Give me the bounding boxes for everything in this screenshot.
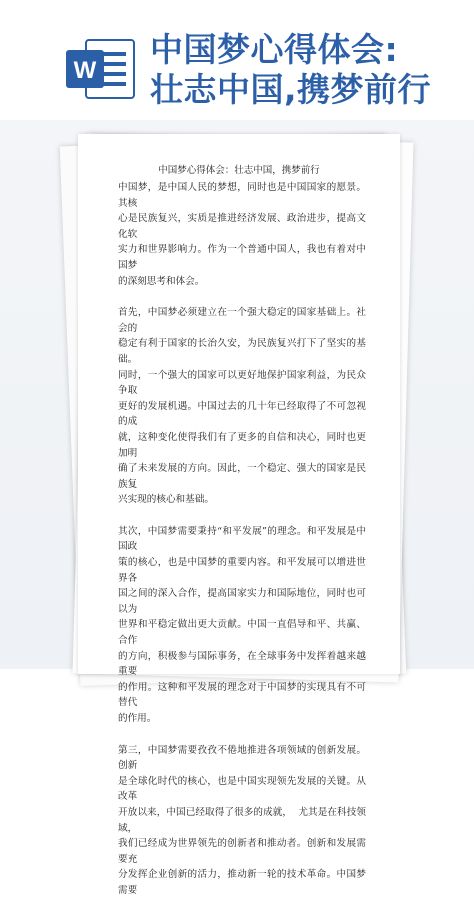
- paragraph: 中国梦，是中国人民的梦想，同时也是中国国家的愿景。其核 心是民族复兴，实质是推进经济发展、政治进步，提高文化软 实力和世界影响力。作为一个普通中国人，我也有着对中国梦 的深刻思考和体会。: [118, 182, 366, 287]
- word-doc-icon: [64, 38, 136, 100]
- document-title: 中国梦心得体会：壮志中国，携梦前行: [158, 165, 320, 176]
- paragraph: 其次，中国梦需要秉持“和平发展”的理念。和平发展是中国政 策的核心，也是中国梦的重要内容。和平发展可以增进世界各 国之间的深入合作，提高国家实力和国际地位，同时也可以为 世界和平稳定做出更大贡献。中国一直倡导和平、共赢、合作 的方向，积极参与国际事务，在全球事务中发挥着越来越重要 的作用。这种和平发展的理念对于中国梦的实现具有不可替代 的作用。: [118, 525, 366, 724]
- page-title-line1: 中国梦心得体会:: [150, 30, 399, 69]
- document-page: [78, 134, 400, 896]
- paragraph: 第三，中国梦需要孜孜不倦地推进各项领域的创新发展。 创新 是全球化时代的核心，也是中国实现领先发展的关键。从改革 开放以来，中国已经取得了很多的成就， 尤其是在科技领域， 我们已经成为世界领先的创新者和推动者。创新和发展需要充 分发挥企业创新的活力，推动新一轮的技术革命。中国梦需要: [118, 744, 366, 896]
- svg-text:W: W: [73, 57, 97, 84]
- paragraph: 首先，中国梦必须建立在一个强大稳定的国家基础上。社会的 稳定有利于国家的长治久安，为民族复兴打下了坚实的基础。 同时，一个强大的国家可以更好地保护国家利益，为民众争取 更好的发展机遇。中国过去的几十年已经取得了不可忽视的成 就，这种变化使得我们有了更多的自信和决心，同时也更加明 确了未来发展的方向。因此，一个稳定、强大的国家是民族复 兴实现的核心和基础。: [118, 307, 366, 506]
- document-body: [118, 180, 366, 915]
- page-title-line2: 壮志中国,携梦前行: [150, 70, 432, 109]
- header-banner: [0, 0, 474, 120]
